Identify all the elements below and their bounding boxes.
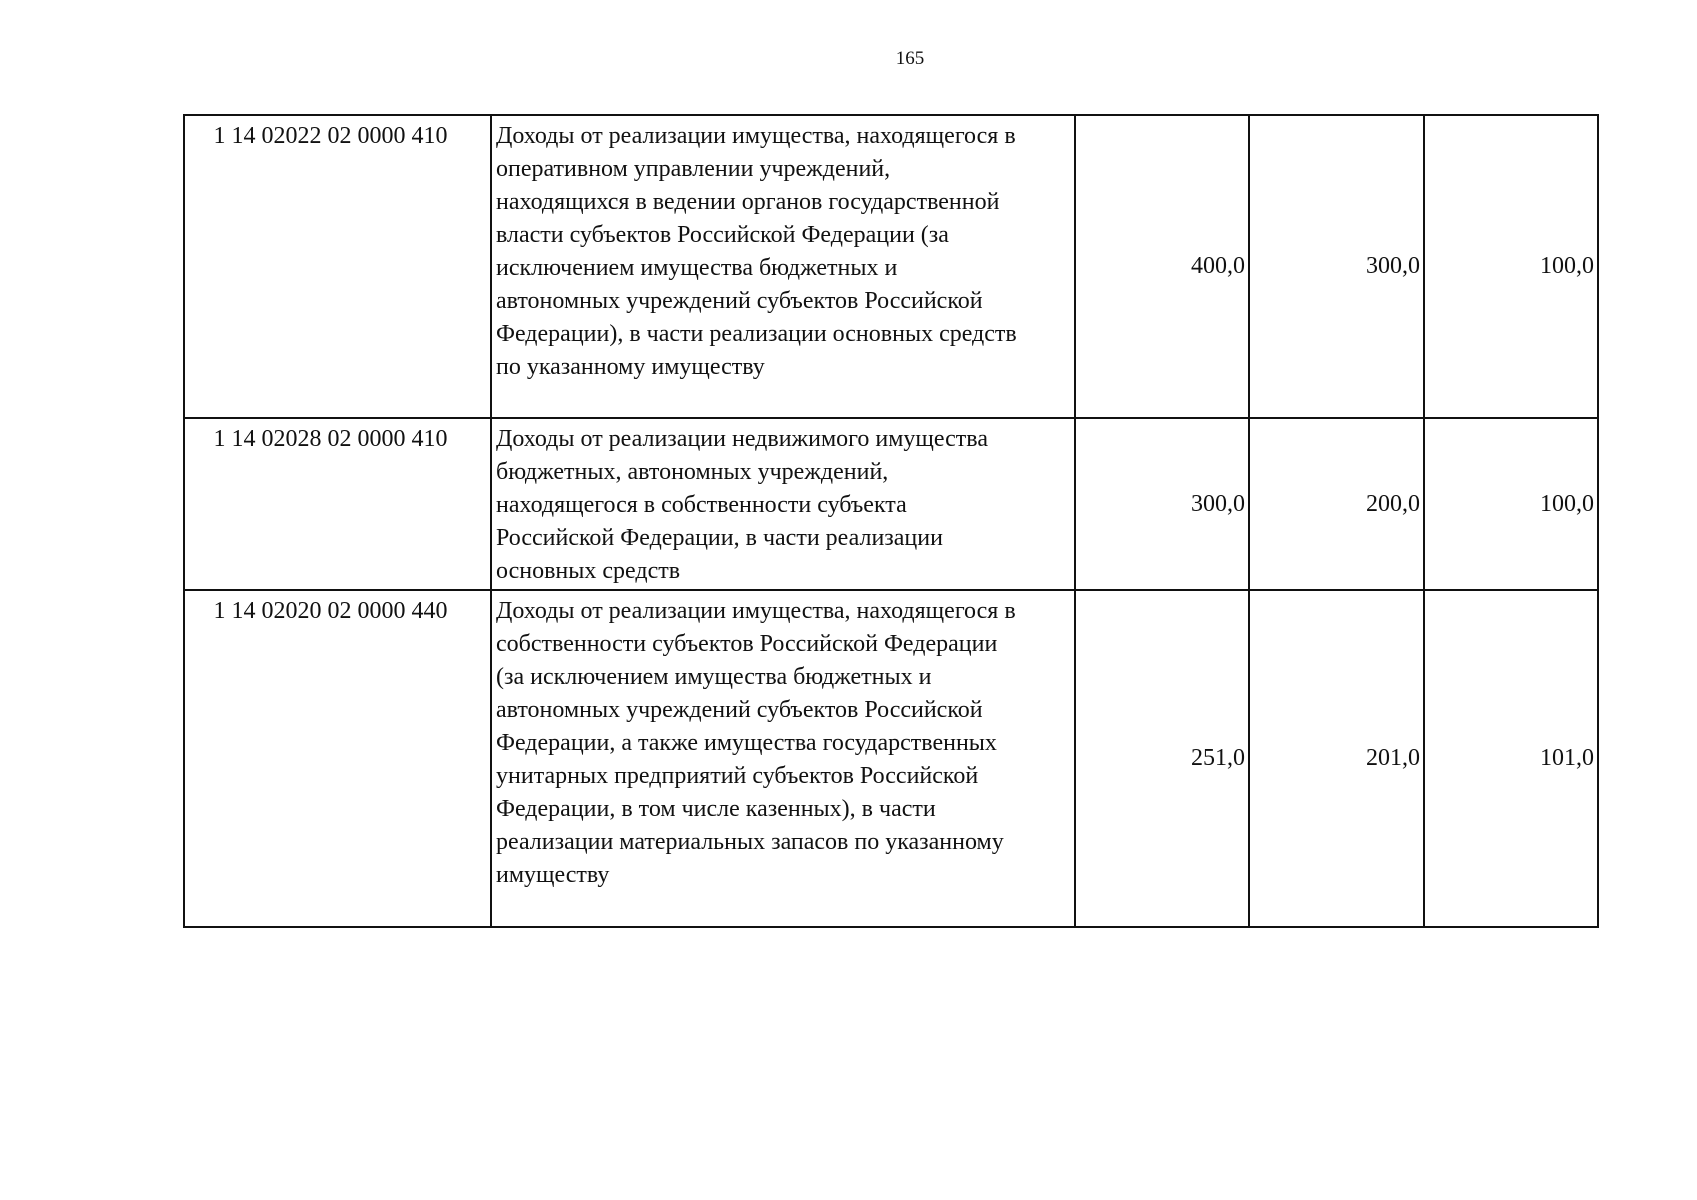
table-row [184, 418, 1598, 590]
amount-cell: 251,0 [1075, 590, 1249, 927]
description-line: автономных учреждений субъектов Российской [496, 697, 983, 723]
amount-cell: 100,0 [1424, 115, 1598, 418]
amount-cell: 201,0 [1249, 590, 1424, 927]
description-line: по указанному имуществу [496, 354, 765, 380]
description-line: Федерации, в том числе казенных), в части [496, 796, 936, 822]
description-line: Доходы от реализации имущества, находящегося в [496, 598, 1016, 624]
description-line: Федерации), в части реализации основных средств [496, 321, 1017, 347]
description-line: исключением имущества бюджетных и [496, 255, 898, 281]
description-line: Доходы от реализации имущества, находящегося в [496, 123, 1016, 149]
table-container [183, 114, 1599, 928]
amount-cell: 300,0 [1075, 418, 1249, 590]
budget-code-cell: 1 14 02028 02 0000 410 [184, 418, 491, 590]
amount-cell: 100,0 [1424, 418, 1598, 590]
table-row [184, 590, 1598, 927]
description-cell [491, 418, 1075, 590]
budget-code-cell: 1 14 02020 02 0000 440 [184, 590, 491, 927]
description-line: находящихся в ведении органов государственной [496, 189, 1000, 215]
description-line: бюджетных, автономных учреждений, [496, 459, 889, 485]
description-line: Федерации, а также имущества государственных [496, 730, 997, 756]
description-line: Доходы от реализации недвижимого имущества [496, 426, 988, 452]
description-line: оперативном управлении учреждений, [496, 156, 891, 182]
amount-cell: 101,0 [1424, 590, 1598, 927]
description-line: собственности субъектов Российской Федерации [496, 631, 998, 657]
description-line: находящегося в собственности субъекта [496, 492, 907, 518]
description-line: власти субъектов Российской Федерации (за [496, 222, 949, 248]
description-line: (за исключением имущества бюджетных и [496, 664, 932, 690]
table-row [184, 115, 1598, 418]
amount-cell: 400,0 [1075, 115, 1249, 418]
description-line: Российской Федерации, в части реализации [496, 525, 943, 551]
amount-cell: 200,0 [1249, 418, 1424, 590]
budget-code-cell: 1 14 02022 02 0000 410 [184, 115, 491, 418]
description-line: автономных учреждений субъектов Российской [496, 288, 983, 314]
amount-cell: 300,0 [1249, 115, 1424, 418]
revenue-table [183, 114, 1599, 928]
description-line: реализации материальных запасов по указанному [496, 829, 1004, 855]
description-line: имуществу [496, 862, 610, 888]
page-number: 165 [895, 48, 925, 69]
description-cell [491, 115, 1075, 418]
description-cell [491, 590, 1075, 927]
description-line: унитарных предприятий субъектов Российской [496, 763, 979, 789]
description-line: основных средств [496, 558, 681, 584]
